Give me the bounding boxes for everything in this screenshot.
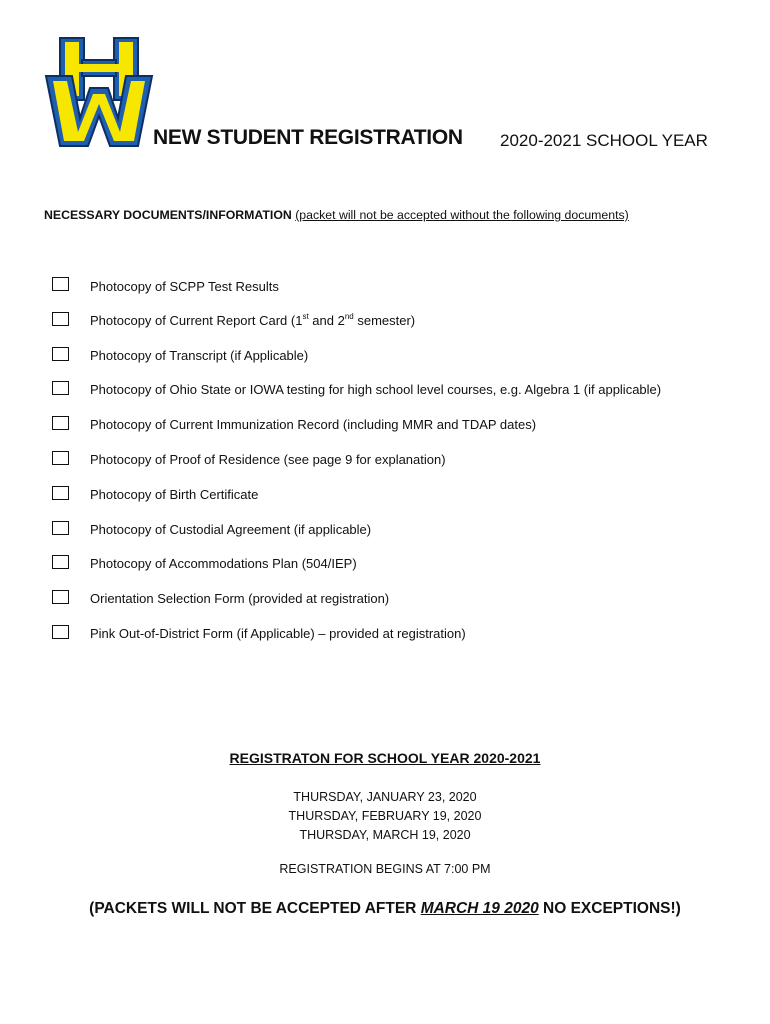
registration-title: REGISTRATON FOR SCHOOL YEAR 2020-2021 xyxy=(229,750,541,766)
checkbox[interactable] xyxy=(52,486,69,500)
deadline-warning xyxy=(0,900,770,918)
checklist-item-label: Photocopy of Custodial Agreement (if applicable) xyxy=(90,521,372,537)
checklist-item xyxy=(52,450,752,485)
checklist-item-label: Photocopy of Current Immunization Record (including MMR and TDAP dates) xyxy=(90,417,537,433)
checklist-item xyxy=(52,380,752,415)
checkbox[interactable] xyxy=(52,381,69,395)
checklist-item-label: Photocopy of Proof of Residence (see page 9 for explanation) xyxy=(90,451,446,467)
deadline-date: MARCH 19 2020 xyxy=(420,900,539,917)
checklist-item xyxy=(52,589,752,624)
logo-letter-w xyxy=(46,76,152,146)
documents-heading-note: (packet will not be accepted without the following documents) xyxy=(295,208,629,222)
checkbox[interactable] xyxy=(52,277,69,291)
checklist-item xyxy=(52,520,752,555)
registration-dates xyxy=(0,788,770,845)
label-part: and 2 xyxy=(308,312,345,328)
checklist-item xyxy=(52,554,752,589)
warning-text: (PACKETS WILL NOT BE ACCEPTED AFTER xyxy=(89,900,421,917)
superscript: nd xyxy=(344,311,354,321)
registration-start-time: REGISTRATION BEGINS AT 7:00 PM xyxy=(279,862,491,876)
checklist-item xyxy=(52,415,752,450)
checkbox[interactable] xyxy=(52,625,69,639)
checklist-item-label: Photocopy of Accommodations Plan (504/IEP) xyxy=(90,556,357,572)
checkbox[interactable] xyxy=(52,451,69,465)
label-part: semester) xyxy=(353,312,416,328)
checklist-item-label xyxy=(90,313,415,328)
checkbox[interactable] xyxy=(52,416,69,430)
checkbox[interactable] xyxy=(52,555,69,569)
checkbox[interactable] xyxy=(52,590,69,604)
documents-heading-label: NECESSARY DOCUMENTS/INFORMATION xyxy=(44,208,292,222)
checklist-item-label: Photocopy of Transcript (if Applicable) xyxy=(90,347,309,363)
checklist-item-label: Photocopy of SCPP Test Results xyxy=(90,279,279,294)
checkbox[interactable] xyxy=(52,312,69,326)
checklist-item-label: Orientation Selection Form (provided at registration) xyxy=(90,591,390,607)
checklist-item-label: Photocopy of Birth Certificate xyxy=(90,486,259,502)
registration-date: THURSDAY, MARCH 19, 2020 xyxy=(299,828,471,842)
label-part: Photocopy of Current Report Card (1 xyxy=(90,312,303,328)
warning-text: NO EXCEPTIONS!) xyxy=(538,900,681,917)
registration-date: THURSDAY, JANUARY 23, 2020 xyxy=(293,790,477,804)
checklist-item-label: Pink Out-of-District Form (if Applicable) – provided at registration) xyxy=(90,625,466,641)
school-logo xyxy=(44,36,154,148)
checklist-item xyxy=(52,485,752,520)
documents-heading xyxy=(44,208,629,222)
checkbox[interactable] xyxy=(52,521,69,535)
school-year: 2020-2021 SCHOOL YEAR xyxy=(500,131,708,150)
checklist-item xyxy=(52,311,752,346)
checklist-item xyxy=(52,276,752,311)
document-checklist xyxy=(52,276,752,659)
checklist-item xyxy=(52,624,752,659)
registration-date: THURSDAY, FEBRUARY 19, 2020 xyxy=(288,809,482,823)
checklist-item xyxy=(52,346,752,381)
checklist-item-label: Photocopy of Ohio State or IOWA testing for high school level courses, e.g. Algebra 1 (if applicable) xyxy=(90,382,662,398)
superscript: st xyxy=(302,311,309,321)
checkbox[interactable] xyxy=(52,347,69,361)
page-title: NEW STUDENT REGISTRATION xyxy=(153,126,463,149)
